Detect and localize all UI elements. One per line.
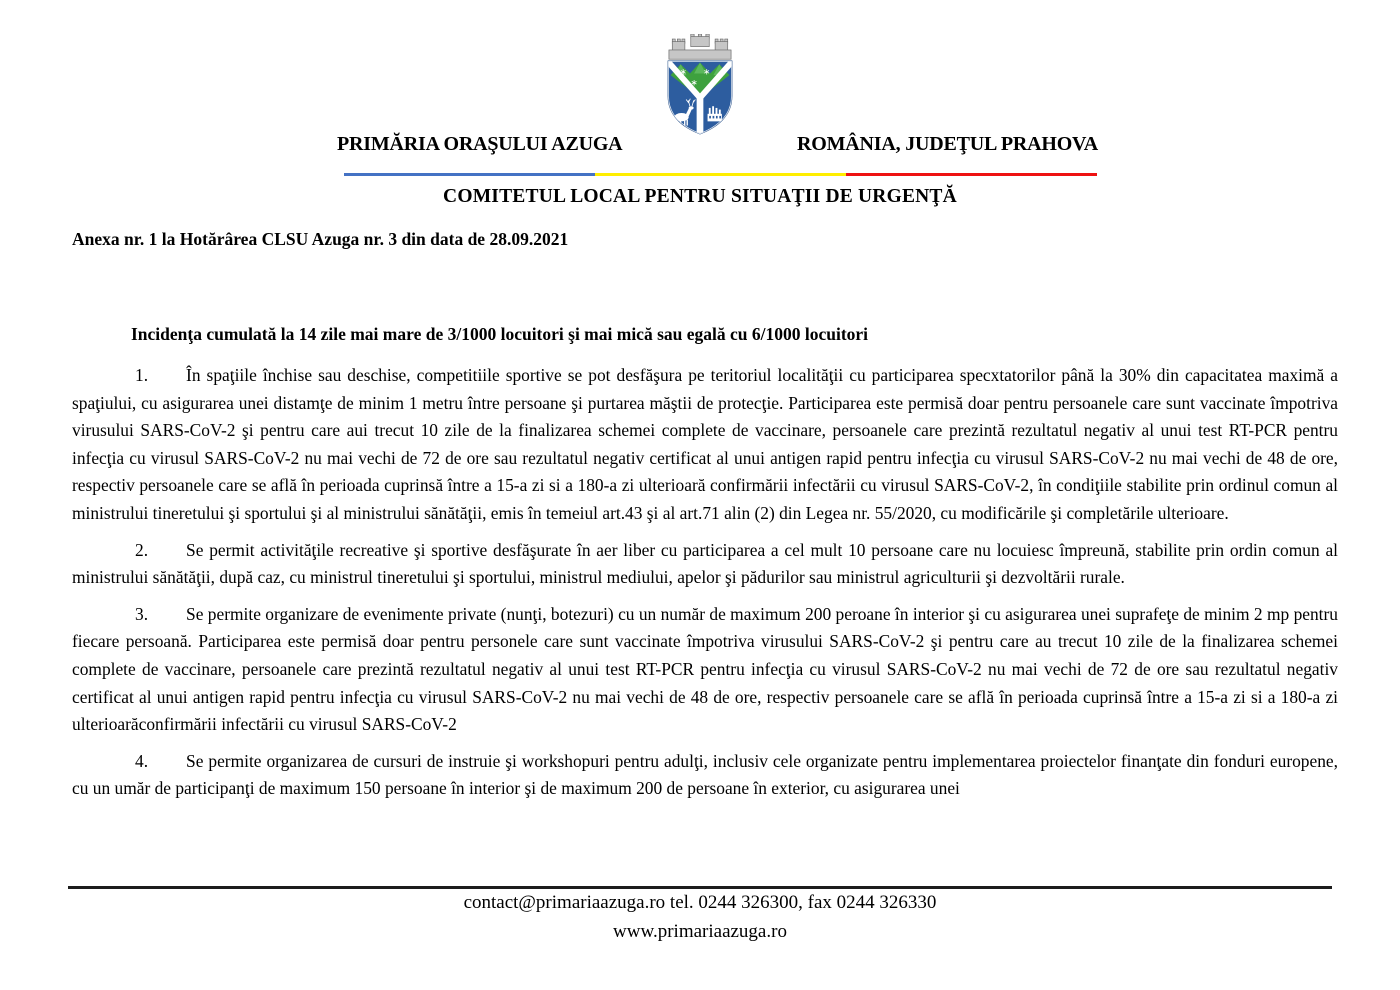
paragraph-3-number: 3. xyxy=(135,603,149,624)
paragraph-2 xyxy=(72,537,1338,592)
institution-name-right: ROMÂNIA, JUDEŢUL PRAHOVA xyxy=(797,133,1098,155)
annex-reference: Anexa nr. 1 la Hotărârea CLSU Azuga nr. 3 din data de 28.09.2021 xyxy=(72,229,569,249)
paragraph-3-text: Se permite organizare de evenimente private (nunţi, botezuri) cu un număr de maximum 200 peroane în interior şi cu asigurarea unei suprafeţe de minim 2 mp pentru fiecare persoană. Participarea este permisă doar pentru personele care sunt vaccinate împotriva virusului SARS-CoV-2 şi pentru care au trecut 10 zile de la finalizarea schemei complete de vaccinare, persoanele care prezintă rezultatul negativ al unui test RT-PCR pentru infecţia cu virusul SARS-CoV-2 nu mai vechi de 72 de ore sau rezultatul negativ certificat al unui antigen rapid pentru infecţia cu virusul SARS-CoV-2 nu mai vechi de 48 de ore, respectiv persoanele care se află în perioada cuprinsă între a 15-a zi si a 180-a zi ulterioarăconfirmării infectării cu virusul SARS-CoV-2 xyxy=(72,603,1338,735)
paragraph-2-text: Se permit activităţile recreative şi sportive desfăşurate în aer liber cu participarea a cel mult 10 persoane care nu locuiesc împreună, stabilite prin ordin comun al ministrului sănătăţii, după caz, cu ministrul tineretului şi sportului, ministrul mediului, apelor şi pădurilor sau ministrul agriculturii şi dezvoltării rurale. xyxy=(72,539,1338,588)
paragraph-4-number: 4. xyxy=(135,750,149,771)
institution-name-left: PRIMĂRIA ORAŞULUI AZUGA xyxy=(337,133,623,155)
paragraph-1-number: 1. xyxy=(135,365,149,385)
subject-heading: Incidenţa cumulată la 14 zile mai mare de 3/1000 locuitori şi mai mică sau egală cu 6/1000 locuitori xyxy=(131,324,869,344)
romanian-flag-rule xyxy=(344,173,1097,176)
flag-yellow-segment xyxy=(595,173,846,176)
paragraph-4-text: Se permite organizarea de cursuri de instruie şi workshopuri pentru adulţi, inclusiv cele organizate pentru implementarea proiectelor finanţate din fonduri europene, cu un umăr de participanţi de maximum 150 persoane în interior şi de maximum 200 de persoane în exterior, cu asigurarea unei xyxy=(72,750,1338,799)
flag-blue-segment xyxy=(344,173,595,176)
footer-divider xyxy=(68,886,1332,889)
paragraph-1-text: În spaţiile închise sau deschise, competitiile sportive se pot desfăşura pe teritoriul localităţii cu participarea specxtatorilor până la 30% din capacitatea maximă a spaţiului, cu asigurarea unei distamţe de minim 1 metru între persoane şi purtarea măştii de protecţie. Participarea este permisă doar pentru persoanele care sunt vaccinate împotriva virusului SARS-CoV-2 şi pentru care aui trecut 10 zile de la finalizarea schemei complete de vaccinare, persoanele care prezintă rezultatul negativ al unui test RT-PCR pentru infecţia cu virusul SARS-CoV-2 nu mai vechi de 72 de ore sau rezultatul negativ certificat al unui antigen rapid pentru infecţia cu virusul SARS-CoV-2 nu mai vechi de 48 de ore, respectiv persoanele care se află în perioada cuprinsă între a 15-a zi si a 180-a zi ulterioară confirmării infectării cu virusul SARS-CoV-2, în condiţiile stabilite prin ordinul comun al ministrului tineretului şi sportului şi al ministrului sănătăţii, emis în temeiul art.43 şi al art.71 alin (2) din Legea nr. 55/2020, cu modificările şi completările ulterioare. xyxy=(72,365,1338,523)
document-body xyxy=(72,362,1338,812)
footer-website: www.primariaazuga.ro xyxy=(613,921,787,942)
mural-crown xyxy=(669,34,731,59)
paragraph-4 xyxy=(72,748,1338,803)
azuga-coat-of-arms-icon xyxy=(656,34,744,160)
paragraph-1 xyxy=(72,362,1338,528)
paragraph-2-number: 2. xyxy=(135,539,149,560)
paragraph-3 xyxy=(72,601,1338,739)
committee-title: COMITETUL LOCAL PENTRU SITUAŢII DE URGENŢĂ xyxy=(443,186,957,207)
footer-contact: contact@primariaazuga.ro tel. 0244 326300, fax 0244 326330 xyxy=(463,892,937,913)
flag-red-segment xyxy=(846,173,1097,176)
